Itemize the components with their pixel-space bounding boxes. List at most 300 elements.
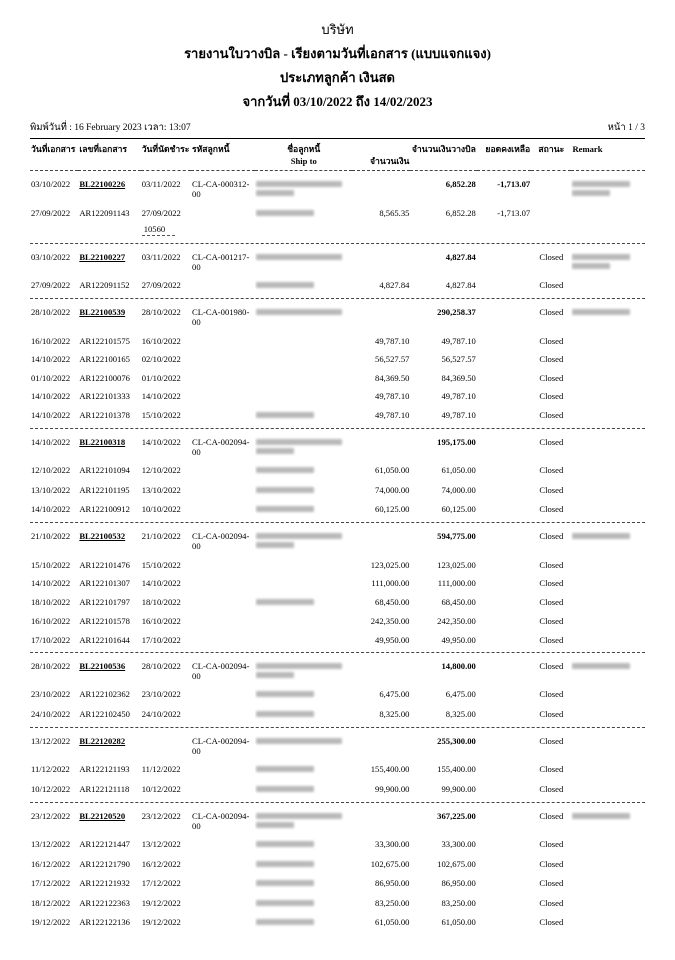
debtor-code-cell: CL-CA-001217-00 — [192, 251, 250, 272]
doc-no-cell: AR122091143 — [79, 207, 130, 218]
redacted-text — [256, 309, 342, 315]
billed-amount-cell: 99,900.00 — [441, 783, 476, 794]
table-header — [30, 140, 645, 171]
due-date-cell — [141, 728, 191, 758]
billed-amount-cell: 83,250.00 — [441, 897, 476, 908]
balance-cell — [477, 610, 531, 629]
debtor-name-cell — [255, 683, 352, 703]
bill-summary-row — [30, 171, 645, 202]
due-date-cell: 16/10/2022 — [141, 335, 181, 346]
remark-cell — [571, 628, 645, 647]
column-header-row — [30, 140, 645, 171]
doc-date-cell: 14/10/2022 — [31, 436, 71, 447]
debtor-code-cell — [191, 498, 255, 518]
billed-amount-cell: 367,225.00 — [437, 810, 476, 821]
report-title: รายงานใบวางบิล - เรียงตามวันที่เอกสาร (แบบแจกแจง) — [184, 46, 491, 62]
redacted-text — [256, 467, 314, 473]
column-header-10: Remark — [571, 140, 645, 171]
billed-amount-cell: 14,800.00 — [441, 660, 476, 671]
balance-cell — [477, 299, 531, 329]
balance-cell — [477, 803, 531, 833]
due-date-cell: 19/12/2022 — [141, 897, 181, 908]
doc-no-cell: BL22100536 — [79, 660, 126, 671]
status-cell: Closed — [539, 465, 564, 476]
remark-cell — [571, 274, 645, 294]
doc-date-cell: 14/10/2022 — [31, 578, 71, 589]
doc-no-cell: BL22100226 — [79, 179, 126, 190]
status-cell: Closed — [539, 783, 564, 794]
status-cell: Closed — [539, 858, 564, 869]
invoice-detail-row — [30, 403, 645, 423]
debtor-name-cell — [255, 777, 352, 797]
remark-cell — [571, 728, 645, 758]
status-cell — [531, 171, 571, 202]
doc-date-cell: 03/10/2022 — [31, 251, 71, 262]
balance-cell — [477, 498, 531, 518]
status-cell: Closed — [539, 531, 564, 542]
doc-date-cell: 16/10/2022 — [31, 335, 71, 346]
doc-date-cell: 01/10/2022 — [31, 372, 71, 383]
billed-amount-cell: 6,475.00 — [445, 689, 476, 700]
debtor-name-cell — [255, 590, 352, 610]
report-title-block — [30, 18, 645, 114]
invoice-detail-row — [30, 385, 645, 404]
debtor-name-cell — [255, 803, 352, 833]
billed-amount-cell: 155,400.00 — [437, 764, 476, 775]
billed-amount-cell: 61,050.00 — [441, 465, 476, 476]
redacted-text — [256, 506, 314, 512]
billed-amount-cell: 60,125.00 — [441, 504, 476, 515]
remark-cell — [571, 653, 645, 683]
invoice-detail-row — [30, 553, 645, 572]
debtor-name-cell — [255, 653, 352, 683]
debtor-code-cell: CL-CA-002094-00 — [192, 735, 250, 756]
doc-date-cell: 15/10/2022 — [31, 559, 71, 570]
doc-date-cell: 28/10/2022 — [31, 660, 71, 671]
amount-cell: 33,300.00 — [375, 839, 410, 850]
doc-date-cell: 11/12/2022 — [31, 764, 70, 775]
doc-no-cell: AR122101578 — [79, 616, 130, 627]
due-date-cell: 23/10/2022 — [141, 689, 181, 700]
doc-no-cell: BL22100318 — [79, 436, 126, 447]
billed-amount-cell: 195,175.00 — [437, 436, 476, 447]
status-cell — [531, 201, 571, 221]
amount-cell — [352, 429, 410, 459]
invoice-detail-row — [30, 911, 645, 931]
redacted-text — [256, 190, 294, 196]
bill-summary-row — [30, 523, 645, 553]
amount-cell: 8,325.00 — [379, 708, 410, 719]
amount-cell: 4,827.84 — [379, 280, 410, 291]
balance-cell — [477, 403, 531, 423]
page-number: หน้า 1 / 3 — [607, 123, 645, 134]
balance-cell — [477, 274, 531, 294]
debtor-code-cell: CL-CA-002094-00 — [192, 660, 250, 681]
due-date-cell: 17/10/2022 — [141, 634, 181, 645]
balance-cell — [477, 911, 531, 931]
debtor-code-cell: CL-CA-001980-00 — [192, 307, 250, 328]
amount-cell: 49,787.10 — [375, 335, 410, 346]
doc-no-cell: AR122102450 — [79, 708, 130, 719]
redacted-text — [256, 880, 314, 886]
doc-no-cell: BL22120282 — [79, 735, 126, 746]
column-header-9: สถานะ — [531, 140, 571, 171]
billed-amount-cell: 111,000.00 — [437, 578, 476, 589]
debtor-name-cell — [255, 852, 352, 872]
debtor-code-cell — [191, 610, 255, 629]
billed-amount-cell: 255,300.00 — [437, 735, 476, 746]
amount-cell — [352, 171, 410, 202]
remark-cell — [571, 872, 645, 892]
debtor-name-cell — [255, 610, 352, 629]
amount-cell — [352, 803, 410, 833]
debtor-code-cell — [191, 329, 255, 348]
status-cell: Closed — [539, 391, 564, 402]
doc-date-cell: 17/12/2022 — [31, 878, 71, 889]
due-date-cell: 27/09/2022 — [141, 280, 181, 291]
billed-amount-cell: 74,000.00 — [441, 484, 476, 495]
invoice-detail-row — [30, 329, 645, 348]
debtor-code-cell — [191, 572, 255, 591]
debtor-code-cell — [191, 553, 255, 572]
due-date-cell: 10/10/2022 — [141, 504, 181, 515]
status-cell: Closed — [539, 708, 564, 719]
due-date-cell: 28/10/2022 — [141, 660, 181, 671]
amount-cell: 86,950.00 — [375, 878, 410, 889]
doc-no-cell: AR122100912 — [79, 504, 130, 515]
doc-no-cell: AR122101195 — [79, 484, 130, 495]
remark-cell — [571, 429, 645, 459]
doc-no-cell: AR122121790 — [79, 858, 130, 869]
balance-cell — [477, 777, 531, 797]
debtor-name-cell — [255, 553, 352, 572]
debtor-code-cell — [191, 366, 255, 385]
column-header-6: จำนวนเงิน — [352, 140, 410, 171]
amount-cell: 56,527.57 — [375, 354, 410, 365]
due-date-cell: 16/12/2022 — [141, 858, 181, 869]
status-cell: Closed — [539, 917, 564, 928]
status-cell: Closed — [539, 504, 564, 515]
bill-summary-row — [30, 429, 645, 459]
balance-cell — [477, 572, 531, 591]
doc-no-cell: BL22100532 — [79, 531, 126, 542]
invoice-detail-row — [30, 366, 645, 385]
status-cell: Closed — [539, 634, 564, 645]
remark-cell — [571, 590, 645, 610]
debtor-code-cell — [191, 872, 255, 892]
due-date-cell: 18/10/2022 — [141, 596, 181, 607]
billed-amount-cell: 84,369.50 — [441, 372, 476, 383]
redacted-text — [256, 822, 294, 828]
debtor-code-cell — [191, 403, 255, 423]
doc-date-cell: 27/09/2022 — [31, 280, 71, 291]
invoice-detail-row — [30, 572, 645, 591]
due-date-cell: 11/12/2022 — [141, 764, 181, 775]
amount-cell: 83,250.00 — [375, 897, 410, 908]
ship-to-note-row — [30, 221, 645, 238]
amount-cell — [352, 523, 410, 553]
debtor-code-cell: CL-CA-002094-00 — [192, 436, 250, 457]
due-date-cell: 19/12/2022 — [141, 917, 181, 928]
debtor-code-cell — [191, 891, 255, 911]
debtor-code-cell — [191, 852, 255, 872]
billed-amount-cell: 123,025.00 — [437, 559, 476, 570]
doc-no-cell: AR122091152 — [79, 280, 130, 291]
balance-cell — [477, 459, 531, 479]
billed-amount-cell: 594,775.00 — [437, 531, 476, 542]
debtor-name-cell — [255, 329, 352, 348]
remark-cell — [571, 459, 645, 479]
status-cell: Closed — [539, 436, 564, 447]
amount-cell: 242,350.00 — [370, 616, 410, 627]
balance-cell — [477, 702, 531, 722]
due-date-cell: 27/09/2022 — [141, 207, 181, 218]
debtor-name-cell — [255, 459, 352, 479]
remark-cell — [571, 702, 645, 722]
debtor-name-cell — [255, 385, 352, 404]
column-header-8: ยอดคงเหลือ — [477, 140, 531, 171]
doc-no-cell: AR122100165 — [79, 354, 130, 365]
doc-no-cell: AR122101644 — [79, 634, 130, 645]
doc-no-cell: AR122101094 — [79, 465, 130, 476]
amount-cell: 99,900.00 — [375, 783, 410, 794]
amount-cell — [352, 653, 410, 683]
balance-cell — [477, 429, 531, 459]
debtor-name-cell — [255, 523, 352, 553]
remark-cell — [571, 777, 645, 797]
remark-cell — [571, 891, 645, 911]
status-cell: Closed — [539, 660, 564, 671]
redacted-text — [256, 181, 342, 187]
status-cell: Closed — [539, 335, 564, 346]
doc-date-cell: 16/12/2022 — [31, 858, 71, 869]
debtor-name-cell — [255, 833, 352, 853]
due-date-cell: 13/12/2022 — [141, 839, 181, 850]
doc-no-cell: AR122122363 — [79, 897, 130, 908]
doc-date-cell: 14/10/2022 — [31, 409, 71, 420]
amount-cell: 61,050.00 — [375, 465, 410, 476]
status-cell: Closed — [539, 409, 564, 420]
due-date-cell: 28/10/2022 — [141, 307, 181, 318]
doc-date-cell: 03/10/2022 — [31, 179, 71, 190]
status-cell: Closed — [539, 578, 564, 589]
invoice-detail-row — [30, 498, 645, 518]
debtor-code-cell: CL-CA-000312-00 — [192, 179, 250, 200]
amount-cell: 8,565.35 — [379, 207, 410, 218]
remark-cell — [571, 553, 645, 572]
balance-cell — [477, 852, 531, 872]
debtor-name-cell — [255, 498, 352, 518]
invoice-detail-row — [30, 872, 645, 892]
billed-amount-cell: 6,852.28 — [445, 179, 476, 190]
debtor-name-cell — [255, 758, 352, 778]
redacted-text — [256, 663, 342, 669]
redacted-text — [256, 542, 294, 548]
balance-cell — [477, 683, 531, 703]
print-date: พิมพ์วันที่ : 16 February 2023 เวลา: 13:07 — [30, 123, 191, 134]
amount-cell — [352, 728, 410, 758]
doc-date-cell: 24/10/2022 — [31, 708, 71, 719]
redacted-text — [256, 786, 314, 792]
doc-no-cell: AR122121118 — [79, 783, 130, 794]
debtor-code-cell — [191, 758, 255, 778]
redacted-text — [256, 900, 314, 906]
redacted-text — [572, 263, 610, 269]
billed-amount-cell: 56,527.57 — [441, 354, 476, 365]
doc-date-cell: 10/12/2022 — [31, 783, 71, 794]
redacted-text — [256, 448, 294, 454]
debtor-code-cell: CL-CA-002094-00 — [192, 810, 250, 831]
amount-cell — [352, 244, 410, 274]
billed-amount-cell: 242,350.00 — [437, 616, 476, 627]
balance-cell — [477, 329, 531, 348]
due-date-cell: 15/10/2022 — [141, 409, 181, 420]
due-date-cell: 16/10/2022 — [141, 616, 181, 627]
doc-no-cell: AR122101307 — [79, 578, 130, 589]
due-date-cell: 03/11/2022 — [141, 251, 181, 262]
due-date-cell: 02/10/2022 — [141, 354, 181, 365]
doc-no-cell: AR122102362 — [79, 689, 130, 700]
doc-no-cell: AR122100076 — [79, 372, 130, 383]
doc-no-cell: AR122101575 — [79, 335, 130, 346]
status-cell: Closed — [539, 689, 564, 700]
redacted-text — [256, 282, 314, 288]
balance-cell — [477, 872, 531, 892]
status-cell: Closed — [539, 372, 564, 383]
amount-cell: 60,125.00 — [375, 504, 410, 515]
debtor-name-cell — [255, 891, 352, 911]
amount-cell: 84,369.50 — [375, 372, 410, 383]
remark-cell — [571, 299, 645, 329]
remark-cell — [571, 348, 645, 367]
billed-amount-cell: 49,787.10 — [441, 409, 476, 420]
bill-summary-row — [30, 299, 645, 329]
balance-cell — [477, 728, 531, 758]
balance-cell — [477, 348, 531, 367]
doc-date-cell: 12/10/2022 — [31, 465, 71, 476]
debtor-name-cell — [255, 911, 352, 931]
debtor-name-cell — [255, 274, 352, 294]
amount-cell: 61,050.00 — [375, 917, 410, 928]
due-date-cell: 14/10/2022 — [141, 578, 181, 589]
debtor-name-cell — [255, 366, 352, 385]
amount-cell: 49,787.10 — [375, 409, 410, 420]
debtor-code-cell — [191, 348, 255, 367]
balance-cell — [477, 478, 531, 498]
amount-cell: 74,000.00 — [375, 484, 410, 495]
redacted-text — [572, 663, 630, 669]
status-cell: Closed — [539, 559, 564, 570]
debtor-name-cell — [255, 403, 352, 423]
balance-cell — [477, 366, 531, 385]
due-date-cell: 10/12/2022 — [141, 783, 181, 794]
doc-no-cell: AR122122136 — [79, 917, 130, 928]
billed-amount-cell: 4,827.84 — [445, 251, 476, 262]
redacted-text — [572, 309, 630, 315]
invoice-detail-row — [30, 348, 645, 367]
debtor-name-cell — [255, 429, 352, 459]
status-cell: Closed — [539, 810, 564, 821]
billed-amount-cell: 4,827.84 — [445, 280, 476, 291]
invoice-detail-row — [30, 274, 645, 294]
doc-date-cell: 13/12/2022 — [31, 839, 71, 850]
amount-cell: 6,475.00 — [379, 689, 410, 700]
invoice-detail-row — [30, 852, 645, 872]
debtor-name-cell — [255, 728, 352, 758]
debtor-code-cell — [191, 628, 255, 647]
invoice-detail-row — [30, 683, 645, 703]
invoice-detail-row — [30, 459, 645, 479]
balance-cell — [477, 590, 531, 610]
balance-cell — [477, 891, 531, 911]
billed-amount-cell: 61,050.00 — [441, 917, 476, 928]
billing-report-table — [30, 140, 645, 930]
doc-no-cell: AR122121193 — [79, 764, 130, 775]
amount-cell: 155,400.00 — [370, 764, 410, 775]
status-cell: Closed — [539, 251, 564, 262]
remark-cell — [571, 171, 645, 202]
debtor-name-cell — [255, 299, 352, 329]
status-cell: Closed — [539, 897, 564, 908]
invoice-detail-row — [30, 891, 645, 911]
doc-date-cell: 19/12/2022 — [31, 917, 71, 928]
doc-no-cell: AR122101797 — [79, 596, 130, 607]
billed-amount-cell: 102,675.00 — [437, 858, 476, 869]
doc-date-cell: 17/10/2022 — [31, 634, 71, 645]
redacted-text — [572, 533, 630, 539]
remark-cell — [571, 833, 645, 853]
balance-cell — [477, 244, 531, 274]
balance-cell: -1,713.07 — [497, 179, 531, 190]
column-header-4: รหัสลูกหนี้ — [191, 140, 255, 171]
due-date-cell: 24/10/2022 — [141, 708, 181, 719]
balance-cell — [477, 653, 531, 683]
redacted-text — [256, 210, 314, 216]
due-date-cell: 23/12/2022 — [141, 810, 181, 821]
redacted-text — [256, 738, 342, 744]
status-cell: Closed — [539, 616, 564, 627]
remark-cell — [571, 498, 645, 518]
debtor-code-cell — [191, 590, 255, 610]
debtor-code-cell — [191, 385, 255, 404]
redacted-text — [256, 599, 314, 605]
status-cell: Closed — [539, 839, 564, 850]
column-header-2: เลขที่เอกสาร — [78, 140, 140, 171]
billed-amount-cell: 49,787.10 — [441, 335, 476, 346]
doc-no-cell: BL22120520 — [79, 810, 126, 821]
redacted-text — [256, 412, 314, 418]
remark-cell — [571, 366, 645, 385]
doc-date-cell: 14/10/2022 — [31, 354, 71, 365]
doc-no-cell: BL22100227 — [79, 251, 126, 262]
due-date-cell: 03/11/2022 — [141, 179, 181, 190]
status-cell: Closed — [539, 280, 564, 291]
billed-amount-cell: 49,787.10 — [441, 391, 476, 402]
debtor-code-cell: CL-CA-002094-00 — [192, 531, 250, 552]
ship-to-code: 10560 — [142, 224, 175, 236]
remark-cell — [571, 803, 645, 833]
due-date-cell: 15/10/2022 — [141, 559, 181, 570]
redacted-text — [256, 841, 314, 847]
debtor-name-cell — [255, 348, 352, 367]
amount-cell: 49,787.10 — [375, 391, 410, 402]
debtor-name-cell — [255, 478, 352, 498]
doc-no-cell: AR122101333 — [79, 391, 130, 402]
doc-date-cell: 13/10/2022 — [31, 484, 71, 495]
remark-cell — [571, 523, 645, 553]
redacted-text — [572, 813, 630, 819]
debtor-name-cell — [255, 171, 352, 202]
